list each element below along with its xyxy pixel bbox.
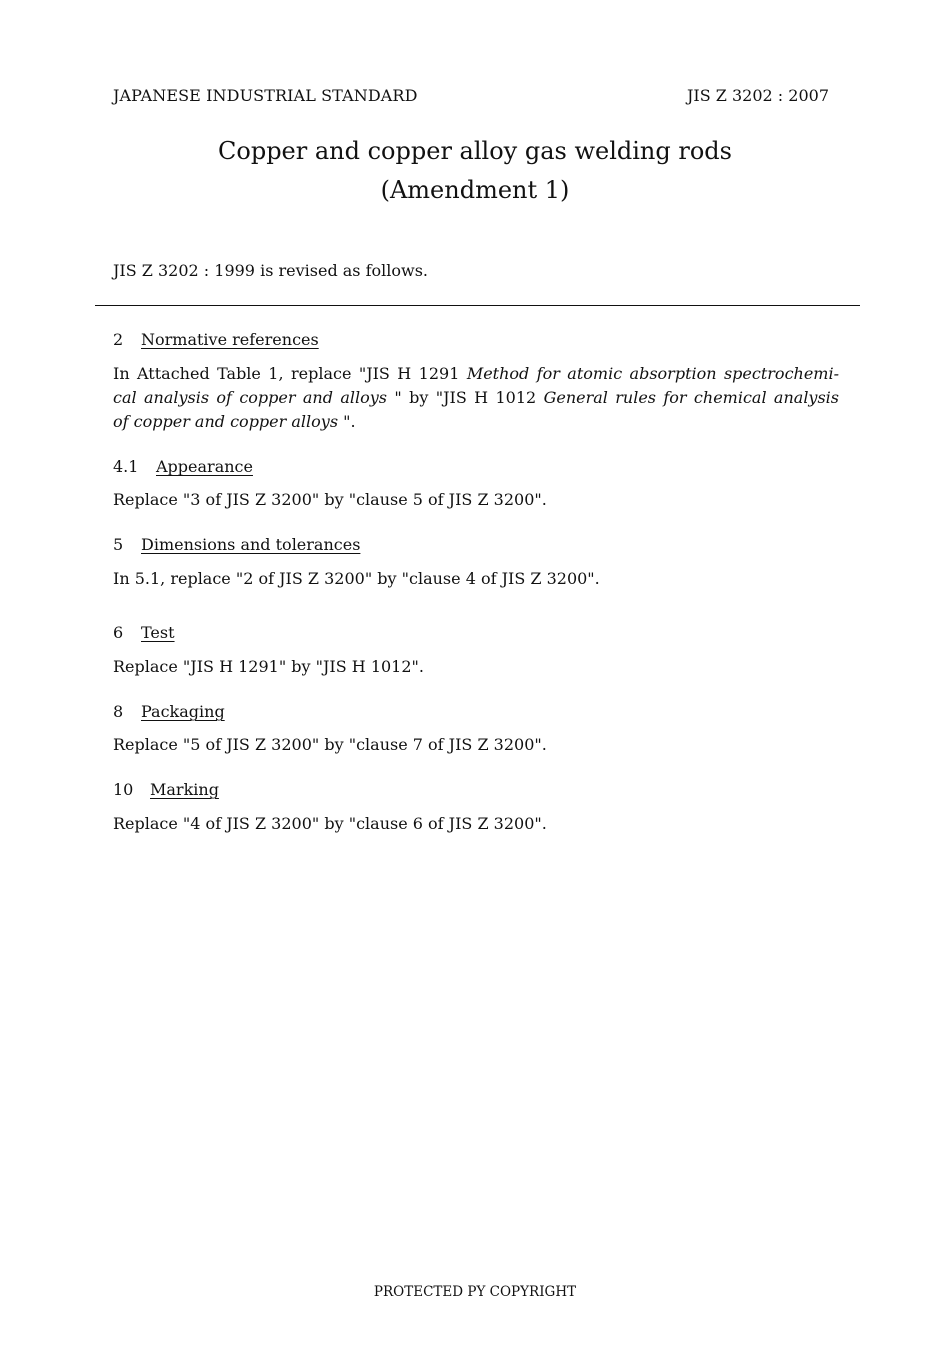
section-number: 8 [113,702,124,721]
body-italic-text: of copper and copper alloys [113,412,344,431]
body-line: Replace "JIS H 1291" by "JIS H 1012". [113,657,424,676]
copyright-footer: PROTECTED PY COPYRIGHT [373,1284,577,1300]
section-number: 4.1 [113,457,139,476]
body-italic-text: cal analysis of copper and alloys [113,388,395,407]
section-number: 2 [113,330,124,349]
body-text: " by "JIS H 1012 [394,388,544,407]
section-number: 6 [113,623,124,642]
section-heading [113,330,319,349]
section-heading [113,702,225,721]
section-heading [113,535,360,554]
body-italic-text: General rules for chemical analysis [543,388,840,407]
section-number: 5 [113,535,124,554]
horizontal-divider [95,305,860,306]
section-title: Packaging [141,702,225,721]
intro-text: JIS Z 3202 : 1999 is revised as follows. [113,261,429,280]
body-line: Replace "3 of JIS Z 3200" by "clause 5 of JIS Z 3200". [113,490,547,509]
section-heading [113,457,253,476]
body-line [113,386,839,410]
body-line [113,410,839,434]
document-title [0,132,950,210]
section-body [113,567,843,591]
section-body [113,812,843,836]
body-line [113,362,839,386]
body-italic-text: Method for atomic absorption spectrochemi- [466,364,839,383]
body-line: Replace "5 of JIS Z 3200" by "clause 7 of JIS Z 3200". [113,735,547,754]
body-text: ". [343,412,356,431]
section-number: 10 [113,780,134,799]
section-body [113,655,843,679]
section-body [113,488,843,512]
header-standard-number: JIS Z 3202 : 2007 [687,86,829,105]
section-title: Normative references [141,330,319,349]
section-heading [113,780,219,799]
body-line: In 5.1, replace "2 of JIS Z 3200" by "clause 4 of JIS Z 3200". [113,569,600,588]
title-line-2: (Amendment 1) [380,176,570,204]
section-title: Test [141,623,175,642]
header-standard-label: JAPANESE INDUSTRIAL STANDARD [113,86,418,105]
title-line-1: Copper and copper alloy gas welding rods [218,137,732,165]
section-title: Marking [150,780,219,799]
section-title: Dimensions and tolerances [141,535,361,554]
section-title: Appearance [156,457,253,476]
section-body [113,733,843,757]
body-line: Replace "4 of JIS Z 3200" by "clause 6 of JIS Z 3200". [113,814,547,833]
section-heading [113,623,175,642]
body-text: In Attached Table 1, replace "JIS H 1291 [113,364,467,383]
section-body [113,362,839,434]
